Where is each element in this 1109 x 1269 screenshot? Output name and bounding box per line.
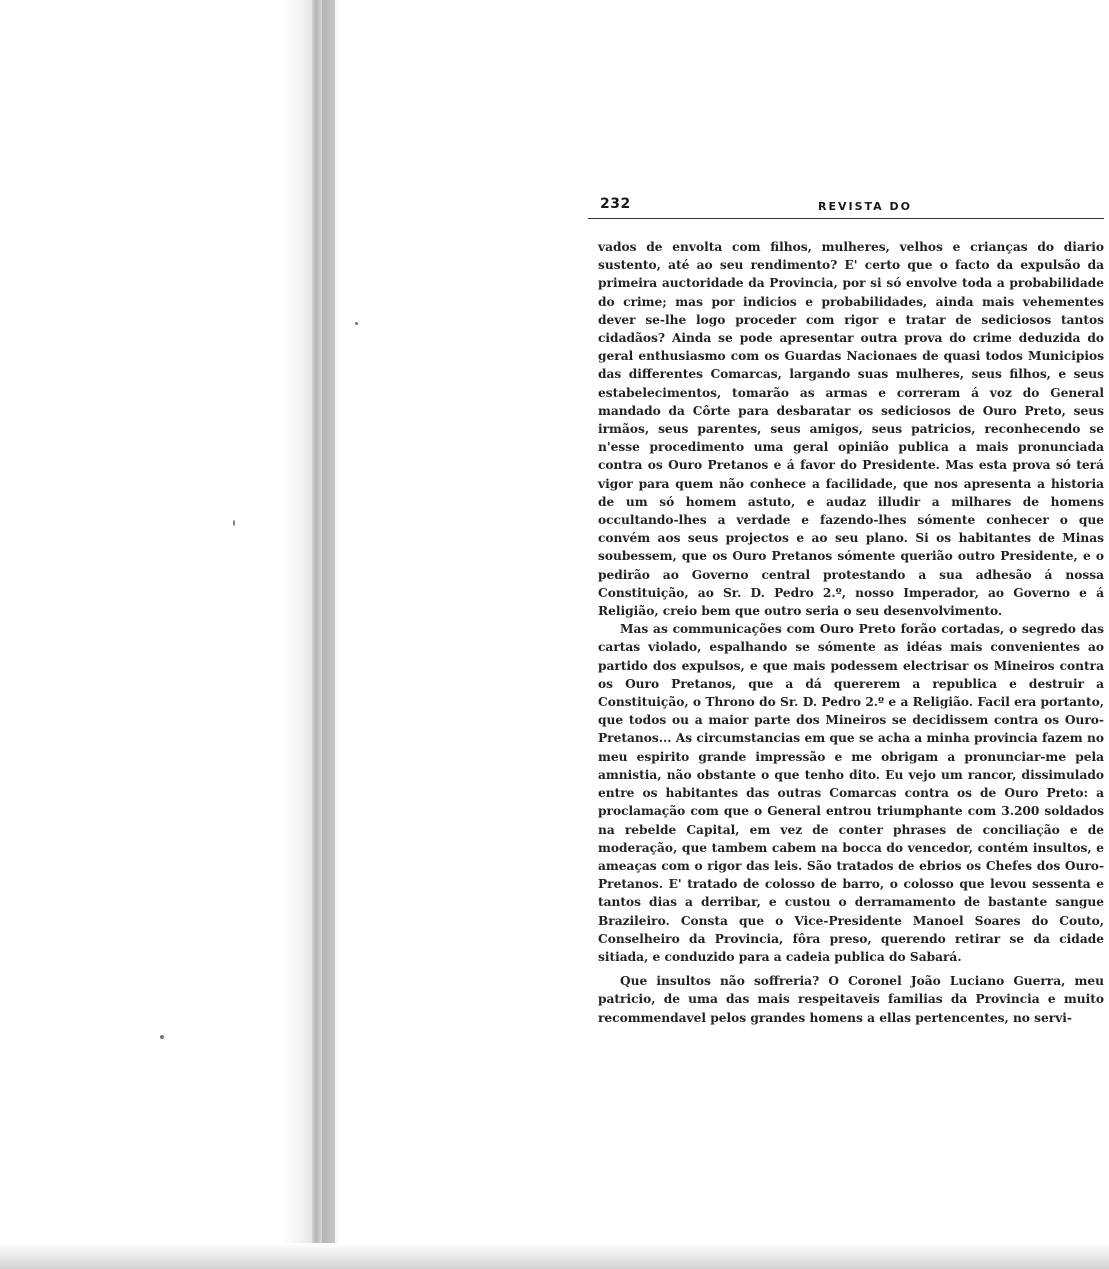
binding-edge: [312, 0, 322, 1269]
binding-shadow: [322, 0, 340, 1269]
margin-speck: [160, 1035, 164, 1039]
book-page: [588, 196, 1104, 1027]
journal-title: REVISTA DO: [818, 200, 912, 213]
paragraph: Que insultos não soffreria? O Coronel João Luciano Guerra, meu patricio, de uma das mais respeitaveis familias da Provincia e muito recommendavel pelos grandes homens a ellas pertencentes, no servi-: [598, 974, 1104, 1025]
body-text: [588, 238, 1104, 1027]
margin-speck: [233, 520, 235, 526]
bottom-edge: [0, 1243, 1109, 1269]
running-head: [588, 196, 1104, 219]
left-margin: [0, 0, 335, 1269]
paragraph: vados de envolta com filhos, mulheres, velhos e crianças do diario sustento, até ao seu rendimento? E' certo que o facto da expulsão da primeira auctoridade da Provincia, por si só envolve toda a probabilidade do crime; mas por indicios e probabilidades, ainda mais vehementes dever se-lhe logo proceder com rigor e tratar de sediciosos tantos cidadãos? Ainda se pode apresentar outra prova do crime deduzida do geral enthusiasmo com os Guardas Nacionaes de quasi todos Municipios das differentes Comarcas, largando suas mulheres, seus filhos, e seus estabelecimentos, tomarão as armas e correram á voz do General mandado da Côrte para desbaratar os sediciosos de Ouro Preto, seus irmãos, seus parentes, seus amigos, seus patricios, reconhecendo se n'esse procedimento uma geral opinião publica a mais pronunciada contra os Ouro Pretanos e á favor do Presidente. Mas esta prova só terá vigor para quem não conhece a facilidade, que nos apresenta a historia de um só homem astuto, e audaz illudir a milhares de homens occultando-lhes a verdade e fazendo-lhes sómente conhecer o que convém aos seus projectos e ao seu plano. Si os habitantes de Minas soubessem, que os Ouro Pretanos sómente querião outro Presidente, e o pedirão ao Governo central protestando a sua adhesão á nossa Constituição, ao Sr. D. Pedro 2.º, nosso Imperador, ao Governo e á Religião, creio bem que outro seria o seu desenvolvimento.: [598, 240, 1104, 619]
page-number: 232: [600, 196, 631, 212]
margin-speck: [355, 322, 358, 325]
paragraph: Mas as communicações com Ouro Preto forão cortadas, o segredo das cartas violado, espalhando se sómente as idéas mais convenientes ao partido dos expulsos, e que mais podessem electrisar os Mineiros contra os Ouro Pretanos, que a dá quererem a republica e destruir a Constituição, o Throno do Sr. D. Pedro 2.º e a Religião. Facil era portanto, que todos ou a maior parte dos Mineiros se decidissem contra os Ouro-Pretanos... As circumstancias em que se acha a minha provincia fazem no meu espirito grande impressão e me obrigam a pronunciar-me pela amnistia, não obstante o que tenho dito. Eu vejo um rancor, dissimulado entre os habitantes das outras Comarcas contra os de Ouro Preto: a proclamação com que o General entrou triumphante com 3.200 soldados na rebelde Capital, em vez de conter phrases de conciliação e de moderação, que tambem cabem na bocca do vencedor, contém insultos, e ameaças com o rigor das leis. São tratados de ebrios os Chefes dos Ouro-Pretanos. E' tratado de colosso de barro, o colosso que levou sessenta e tantos dias a derribar, e custou o derramamento de bastante sangue Brazileiro. Consta que o Vice-Presidente Manoel Soares do Couto, Conselheiro da Provincia, fôra preso, querendo retirar se da cidade sitiada, e conduzido para a cadeia publica do Sabará.: [598, 622, 1104, 964]
